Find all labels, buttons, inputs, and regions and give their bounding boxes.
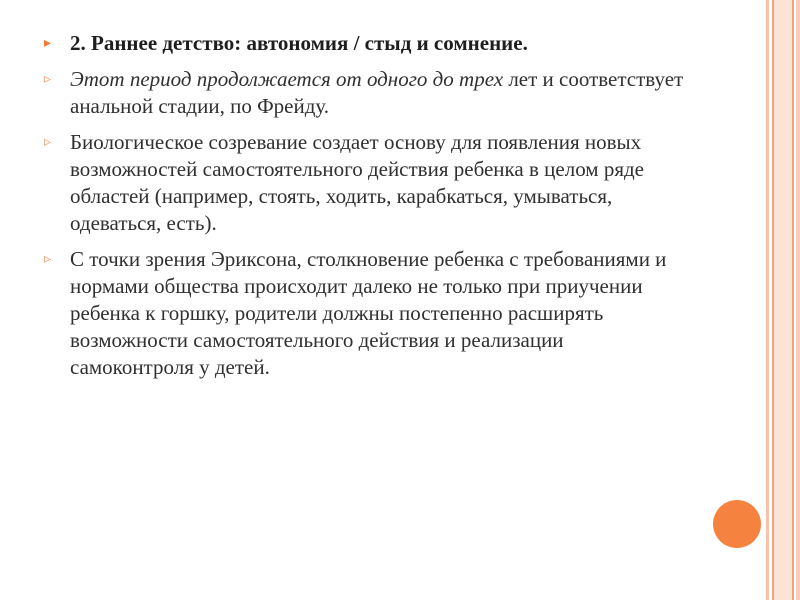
bullet-period [44,66,684,120]
triangle-bullet-icon: ▹ [44,72,52,87]
triangle-bullet-icon: ▸ [44,36,52,51]
triangle-bullet-icon: ▹ [44,135,52,150]
bullet-biology [44,129,684,237]
decorative-circle [713,500,761,548]
period-text: лет и соответствует анальной стадии, по Фрейду. [70,67,684,118]
decorative-stripe-thin [766,0,769,600]
biology-text: Биологическое созревание создает основу для появления новых возможностей самостоятельного действия ребенка в целом ряде областей (например, стоять, ходить, карабкаться, умываться, одеваться, есть). [70,130,644,235]
bullet-erikson [44,246,684,381]
erikson-text: С точки зрения Эриксона, столкновение ребенка с требованиями и нормами общества происходит далеко не только при приучении ребенка к горшку, родители должны постепенно расширять возможности самостоятельного действия и реализации самоконтроля у детей. [70,247,667,379]
slide-heading: 2. Раннее детство: автономия / стыд и сомнение. [70,31,528,55]
triangle-bullet-icon: ▹ [44,252,52,267]
bullet-heading [44,30,684,57]
decorative-stripe-edge [796,0,800,600]
decorative-stripe-wide [772,0,794,600]
period-italic-text: Этот период продолжается от одного до трех [70,67,504,91]
slide-content [44,30,684,390]
